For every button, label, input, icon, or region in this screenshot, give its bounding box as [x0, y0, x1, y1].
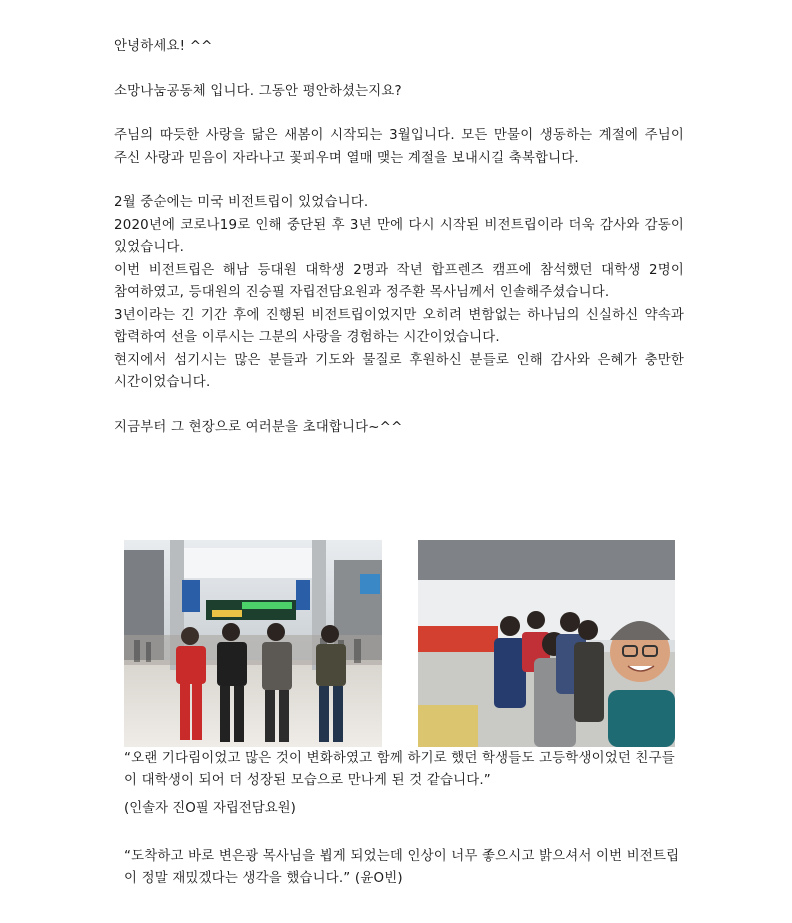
trip-line-1: 2월 중순에는 미국 비전트립이 있었습니다. — [114, 195, 369, 210]
selfie-photo-illustration — [418, 540, 675, 747]
quote-leader-attribution: (인솔자 진O필 자립전담요원) — [124, 801, 296, 816]
letter-body — [114, 36, 684, 439]
trip-line-2: 2020년에 코로나19로 인해 중단된 후 3년 만에 다시 시작된 비전트립이라 더욱 감사와 감동이 있었습니다. — [114, 217, 684, 255]
photo-row — [0, 540, 792, 748]
selfie-group-photo — [418, 540, 675, 747]
quote-student: “도착하고 바로 변은광 목사님을 뵙게 되었는데 인상이 너무 좋으시고 밝으셔서 이번 비전트립이 정말 재밌겠다는 생각을 했습니다.” (윤O빈) — [124, 849, 680, 886]
trip-line-3: 이번 비전트립은 해남 등대원 대학생 2명과 작년 합프렌즈 캠프에 참석했던 대학생 2명이 참여하였고, 등대원의 진승필 자립전담요원과 정주환 목사님께서 인솔해주셨습니다. — [114, 262, 684, 300]
spring-paragraph: 주님의 따듯한 사랑을 닮은 새봄이 시작되는 3월입니다. 모든 만물이 생동하는 계절에 주님이 주신 사랑과 믿음이 자라나고 꽃피우며 열매 맺는 계절을 보내시길 축복합니다. — [114, 128, 684, 166]
intro: 소망나눔공동체 입니다. 그동안 평안하셨는지요? — [114, 83, 402, 99]
airport-photo-illustration — [124, 540, 382, 747]
invite-line: 지금부터 그 현장으로 여러분을 초대합니다~^^ — [114, 419, 403, 435]
airport-group-photo — [124, 540, 382, 747]
greeting: 안녕하세요! ^^ — [114, 39, 213, 54]
trip-line-5: 현지에서 섬기시는 많은 분들과 기도와 물질로 후원하신 분들로 인해 감사와 은혜가 충만한 시간이었습니다. — [114, 352, 684, 390]
quote-leader: “오랜 기다림이었고 많은 것이 변화하였고 함께 하기로 했던 학생들도 고등학생이었던 친구들이 대학생이 되어 더 성장된 모습으로 만나게 된 것 같습니다.” — [124, 751, 675, 788]
trip-line-4: 3년이라는 긴 기간 후에 진행된 비전트립이었지만 오히려 변함없는 하나님의 신실하신 약속과 합력하여 선을 이루시는 그분의 사랑을 경험하는 시간이었습니다. — [114, 307, 684, 345]
